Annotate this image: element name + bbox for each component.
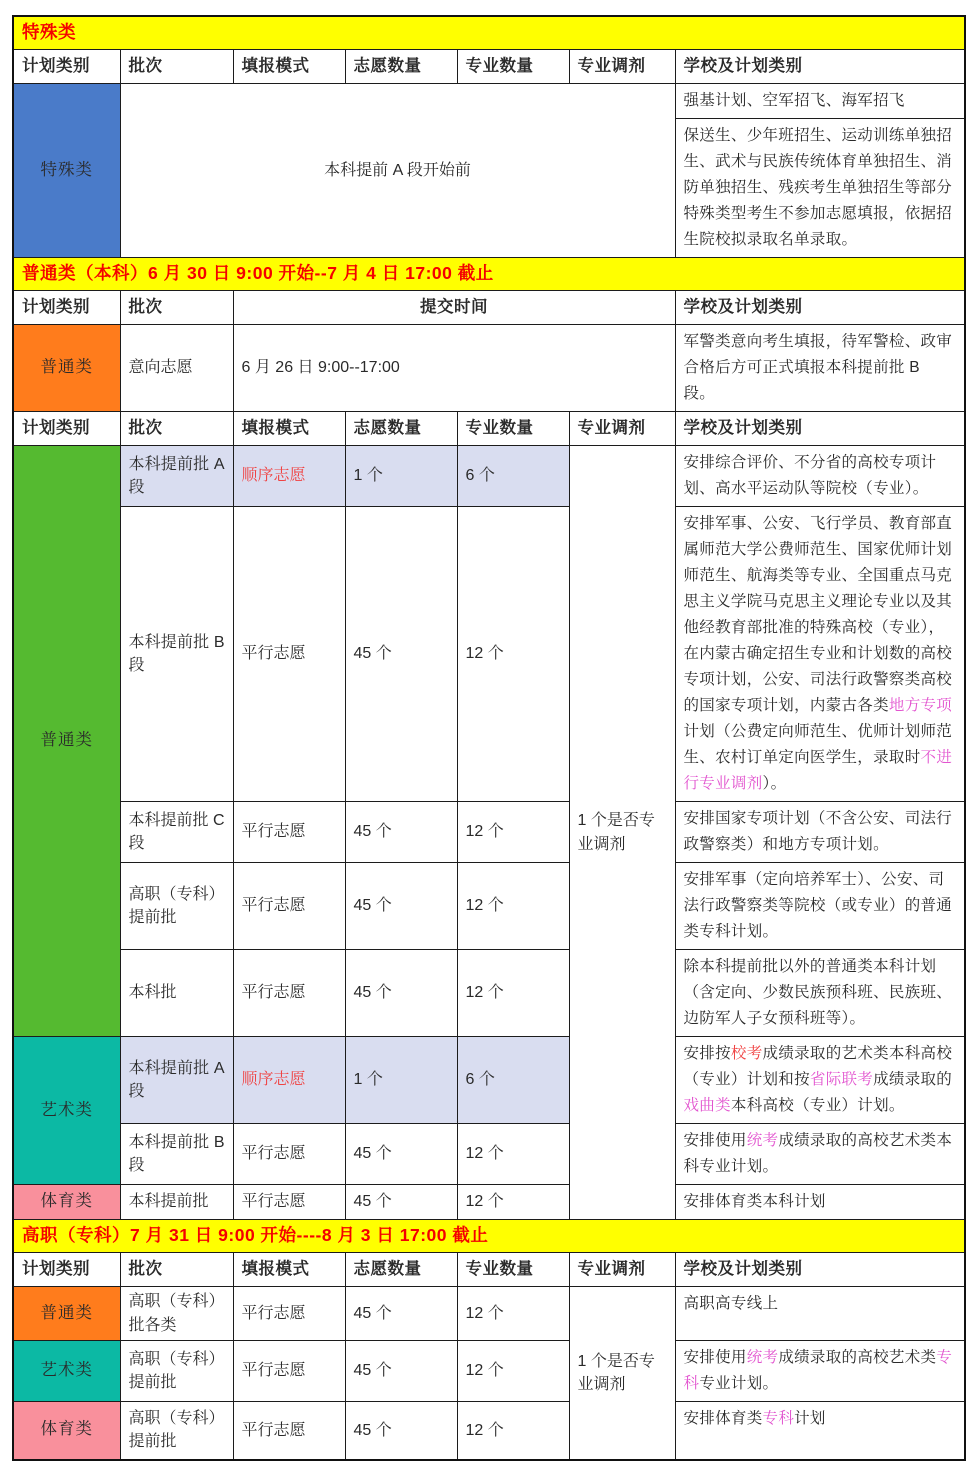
special-row-1 <box>13 84 965 119</box>
col-header-plan-type: 计划类别 <box>13 291 120 325</box>
mode-cell: 平行志愿 <box>233 863 345 950</box>
batch-cell: 高职（专科）提前批 <box>120 1341 233 1402</box>
table-row-art-b <box>13 1124 965 1185</box>
major-count-cell: 12 个 <box>457 1341 569 1402</box>
note-cell: 安排使用统考成绩录取的高校艺术类本科专业计划。 <box>675 1124 965 1185</box>
volunteer-count-cell: 45 个 <box>345 507 457 802</box>
col-header-plan-type: 计划类别 <box>13 50 120 84</box>
table-row-general-c <box>13 802 965 863</box>
col-header-mode: 填报模式 <box>233 1253 345 1287</box>
table-row-general-a <box>13 446 965 507</box>
header-row-special <box>13 50 965 84</box>
mode-cell: 顺序志愿 <box>233 446 345 507</box>
col-header-plan-type: 计划类别 <box>13 1253 120 1287</box>
note-cell: 高职高专线上 <box>675 1287 965 1341</box>
category-cell-general: 普通类 <box>13 1287 120 1341</box>
major-count-cell: 12 个 <box>457 950 569 1037</box>
batch-cell: 本科批 <box>120 950 233 1037</box>
special-note-bottom: 保送生、少年班招生、运动训练单独招生、武术与民族传统体育单独招生、消防单独招生、残疾考生单独招生等部分特殊类型考生不参加志愿填报，依据招生院校拟录取名单录取。 <box>675 119 965 258</box>
col-header-batch: 批次 <box>120 50 233 84</box>
col-header-mode: 填报模式 <box>233 50 345 84</box>
category-cell-art: 艺术类 <box>13 1037 120 1185</box>
note-cell: 安排体育类本科计划 <box>675 1185 965 1220</box>
note-cell: 安排使用统考成绩录取的高校艺术类专科专业计划。 <box>675 1341 965 1402</box>
table-row-art-a <box>13 1037 965 1124</box>
col-header-submit-time: 提交时间 <box>233 291 675 325</box>
mode-cell: 平行志愿 <box>233 1287 345 1341</box>
col-header-school-plan: 学校及计划类别 <box>675 291 965 325</box>
volunteer-count-cell: 45 个 <box>345 1402 457 1460</box>
volunteer-count-cell: 1 个 <box>345 446 457 507</box>
volunteer-count-cell: 45 个 <box>345 863 457 950</box>
category-cell-art: 艺术类 <box>13 1341 120 1402</box>
intent-batch-cell: 意向志愿 <box>120 325 233 412</box>
major-count-cell: 12 个 <box>457 863 569 950</box>
batch-cell: 本科提前批 <box>120 1185 233 1220</box>
section-bar-undergrad: 普通类（本科）6 月 30 日 9:00 开始--7 月 4 日 17:00 截止 <box>13 258 965 291</box>
major-count-cell: 6 个 <box>457 446 569 507</box>
intent-note-cell: 军警类意向考生填报，待军警检、政审合格后方可正式填报本科提前批 B 段。 <box>675 325 965 412</box>
col-header-school-plan: 学校及计划类别 <box>675 1253 965 1287</box>
note-cell: 安排按校考成绩录取的艺术类本科高校（专业）计划和按省际联考成绩录取的戏曲类本科高校（专业）计划。 <box>675 1037 965 1124</box>
mode-cell: 平行志愿 <box>233 950 345 1037</box>
batch-cell: 高职（专科）批各类 <box>120 1287 233 1341</box>
note-cell: 安排综合评价、不分省的高校专项计划、高水平运动队等院校（专业）。 <box>675 446 965 507</box>
major-count-cell: 12 个 <box>457 1185 569 1220</box>
volunteer-count-cell: 45 个 <box>345 950 457 1037</box>
col-header-adjustment: 专业调剂 <box>569 412 675 446</box>
table-row-college-general <box>13 1287 965 1341</box>
special-timing-cell: 本科提前 A 段开始前 <box>120 84 675 258</box>
table-row-general-vocational <box>13 863 965 950</box>
table-row-college-art <box>13 1341 965 1402</box>
header-row-intent <box>13 291 965 325</box>
col-header-volunteer-count: 志愿数量 <box>345 50 457 84</box>
adjustment-cell: 1 个是否专业调剂 <box>569 446 675 1220</box>
note-cell: 安排军事、公安、飞行学员、教育部直属师范大学公费师范生、国家优师计划师范生、航海类等专业、全国重点马克思主义学院马克思主义理论专业以及其他经教育部批准的特殊高校（专业），在内蒙古确定招生专业和计划数的高校专项计划，公安、司法行政警察类高校的国家专项计划，内蒙古各类地方专项计划（公费定向师范生、优师计划师范生、农村订单定向医学生，录取时不进行专业调剂）。 <box>675 507 965 802</box>
col-header-batch: 批次 <box>120 412 233 446</box>
category-cell-general: 普通类 <box>13 446 120 1037</box>
batch-cell: 本科提前批 C 段 <box>120 802 233 863</box>
col-header-adjustment: 专业调剂 <box>569 50 675 84</box>
batch-cell: 本科提前批 B 段 <box>120 1124 233 1185</box>
batch-cell: 高职（专科）提前批 <box>120 863 233 950</box>
section-bar-special: 特殊类 <box>13 16 965 50</box>
mode-cell: 平行志愿 <box>233 1341 345 1402</box>
col-header-batch: 批次 <box>120 1253 233 1287</box>
col-header-plan-type: 计划类别 <box>13 412 120 446</box>
col-header-school-plan: 学校及计划类别 <box>675 50 965 84</box>
major-count-cell: 12 个 <box>457 507 569 802</box>
admission-schedule-table <box>12 15 966 1461</box>
major-count-cell: 12 个 <box>457 1287 569 1341</box>
section-bar-college-row <box>13 1220 965 1253</box>
note-cell: 除本科提前批以外的普通类本科计划（含定向、少数民族预科班、民族班、边防军人子女预科班等）。 <box>675 950 965 1037</box>
note-cell: 安排体育类专科计划 <box>675 1402 965 1460</box>
volunteer-count-cell: 45 个 <box>345 1124 457 1185</box>
col-header-major-count: 专业数量 <box>457 412 569 446</box>
col-header-adjustment: 专业调剂 <box>569 1253 675 1287</box>
section-bar-undergrad-row <box>13 258 965 291</box>
table-row-sport <box>13 1185 965 1220</box>
section-bar-college: 高职（专科）7 月 31 日 9:00 开始----8 月 3 日 17:00 截止 <box>13 1220 965 1253</box>
mode-cell: 平行志愿 <box>233 1124 345 1185</box>
table-row-college-sport <box>13 1402 965 1460</box>
mode-cell: 平行志愿 <box>233 1402 345 1460</box>
col-header-volunteer-count: 志愿数量 <box>345 412 457 446</box>
batch-cell: 本科提前批 B 段 <box>120 507 233 802</box>
mode-cell: 平行志愿 <box>233 802 345 863</box>
col-header-major-count: 专业数量 <box>457 50 569 84</box>
major-count-cell: 6 个 <box>457 1037 569 1124</box>
col-header-school-plan: 学校及计划类别 <box>675 412 965 446</box>
note-cell: 安排军事（定向培养军士）、公安、司法行政警察类等院校（或专业）的普通类专科计划。 <box>675 863 965 950</box>
special-note-top: 强基计划、空军招飞、海军招飞 <box>675 84 965 119</box>
category-cell-sport: 体育类 <box>13 1185 120 1220</box>
intent-time-cell: 6 月 26 日 9:00--17:00 <box>233 325 675 412</box>
volunteer-count-cell: 45 个 <box>345 802 457 863</box>
category-cell-general: 普通类 <box>13 325 120 412</box>
batch-cell: 本科提前批 A 段 <box>120 446 233 507</box>
category-cell-sport: 体育类 <box>13 1402 120 1460</box>
col-header-batch: 批次 <box>120 291 233 325</box>
major-count-cell: 12 个 <box>457 1124 569 1185</box>
batch-cell: 高职（专科）提前批 <box>120 1402 233 1460</box>
col-header-mode: 填报模式 <box>233 412 345 446</box>
col-header-major-count: 专业数量 <box>457 1253 569 1287</box>
volunteer-count-cell: 45 个 <box>345 1185 457 1220</box>
section-bar-special-row <box>13 16 965 50</box>
intent-row <box>13 325 965 412</box>
table-row-general-b <box>13 507 965 802</box>
volunteer-count-cell: 45 个 <box>345 1341 457 1402</box>
adjustment-cell: 1 个是否专业调剂 <box>569 1287 675 1460</box>
table-row-general-regular <box>13 950 965 1037</box>
major-count-cell: 12 个 <box>457 1402 569 1460</box>
category-cell-special: 特殊类 <box>13 84 120 258</box>
volunteer-count-cell: 45 个 <box>345 1287 457 1341</box>
major-count-cell: 12 个 <box>457 802 569 863</box>
mode-cell: 顺序志愿 <box>233 1037 345 1124</box>
note-cell: 安排国家专项计划（不含公安、司法行政警察类）和地方专项计划。 <box>675 802 965 863</box>
header-row-main <box>13 412 965 446</box>
header-row-college <box>13 1253 965 1287</box>
batch-cell: 本科提前批 A 段 <box>120 1037 233 1124</box>
volunteer-count-cell: 1 个 <box>345 1037 457 1124</box>
mode-cell: 平行志愿 <box>233 507 345 802</box>
col-header-volunteer-count: 志愿数量 <box>345 1253 457 1287</box>
mode-cell: 平行志愿 <box>233 1185 345 1220</box>
